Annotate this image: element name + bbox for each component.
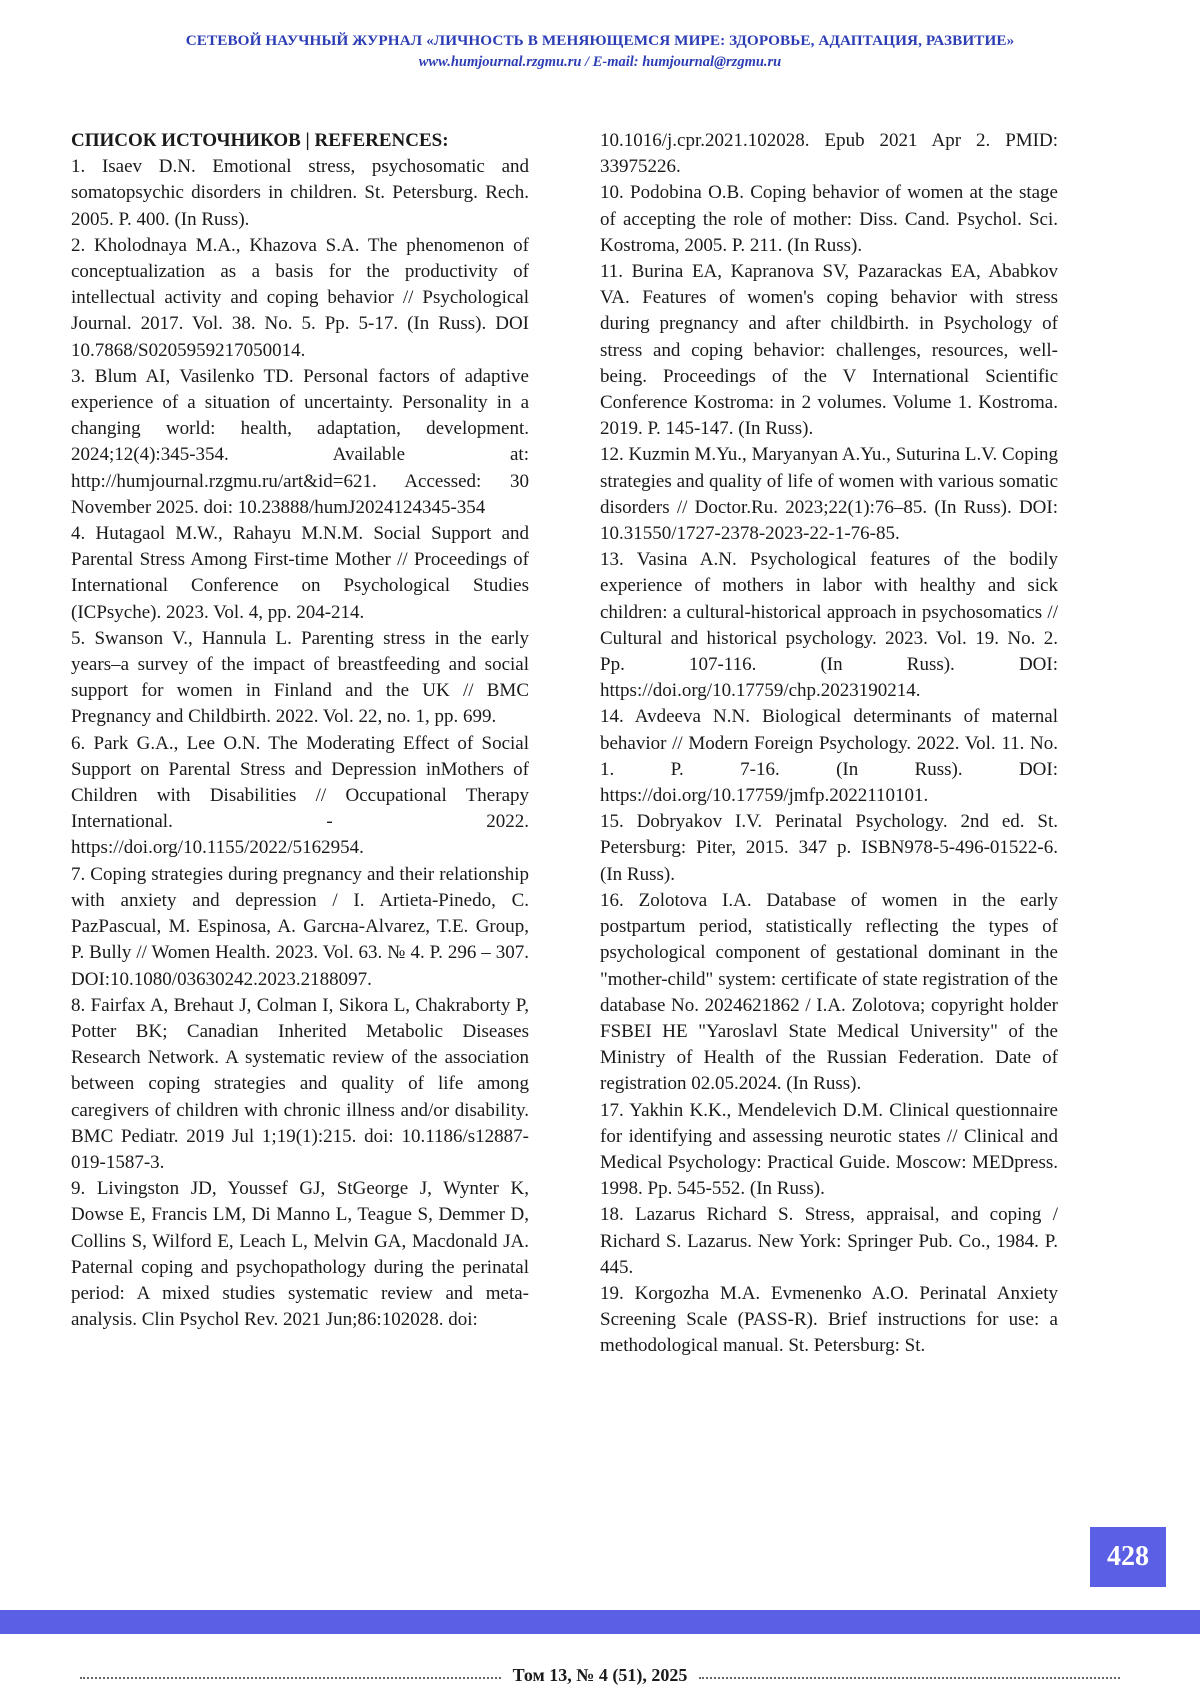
journal-header — [0, 30, 1200, 73]
issue-info: Том 13, № 4 (51), 2025 — [512, 1664, 688, 1685]
reference-item: 19. Korgozha M.A. Evmenenko A.O. Perinatal Anxiety Screening Scale (PASS-R). Brief instructions for use: a methodological manual. St. Petersburg: St. — [600, 1282, 1058, 1357]
reference-item: 10.1016/j.cpr.2021.102028. Epub 2021 Apr 2. PMID: 33975226. — [600, 130, 1058, 178]
reference-item: 3. Blum AI, Vasilenko TD. Personal factors of adaptive experience of a situation of uncertainty. Personality in a changing world: health, adaptation, development. 2024;12(4):345-354. Available at: http://humjournal.rzgmu.ru/art&id=621. Accessed: 30 November 2025. doi: 10.23888/humJ2024124345-354 — [71, 365, 529, 518]
reference-item: 1. Isaev D.N. Emotional stress, psychosomatic and somatopsychic disorders in children. St. Petersburg. Rech. 2005. P. 400. (In Russ). — [71, 156, 529, 230]
reference-item: 8. Fairfax A, Brehaut J, Colman I, Sikora L, Chakraborty P, Potter BK; Canadian Inherited Metabolic Diseases Research Network. A systematic review of the association between coping strategies and quality of life among caregivers of children with chronic illness and/or disability. BMC Pediatr. 2019 Jul 1;19(1):215. doi: 10.1186/s12887-019-1587-3. — [71, 994, 529, 1173]
reference-item: 18. Lazarus Richard S. Stress, appraisal, and coping / Richard S. Lazarus. New York: Springer Pub. Co., 1984. P. 445. — [600, 1204, 1058, 1278]
reference-item: 2. Kholodnaya M.A., Khazova S.A. The phenomenon of conceptualization as a basis for the productivity of intellectual activity and coping behavior // Psychological Journal. 2017. Vol. 38. No. 5. Pp. 5-17. (In Russ). DOI 10.7868/S0205959217050014. — [71, 234, 529, 361]
footer — [80, 1662, 1120, 1688]
reference-item: 17. Yakhin K.K., Mendelevich D.M. Clinical questionnaire for identifying and assessing neurotic states // Clinical and Medical Psychology: Practical Guide. Moscow: MEDpress. 1998. Pp. 545-552. (In Russ). — [600, 1099, 1058, 1200]
journal-title: СЕТЕВОЙ НАУЧНЫЙ ЖУРНАЛ «ЛИЧНОСТЬ В МЕНЯЮЩЕМСЯ МИРЕ: ЗДОРОВЬЕ, АДАПТАЦИЯ, РАЗВИТИЕ» — [185, 32, 1015, 49]
reference-item: 6. Park G.A., Lee O.N. The Moderating Effect of Social Support on Parental Stress and Depression inMothers of Children with Disabilities // Occupational Therapy International. - 2022. https://doi.org/10.1155/2022/5162954. — [71, 732, 529, 859]
references-column-left — [71, 128, 529, 1333]
references-heading: СПИСОК ИСТОЧНИКОВ | REFERENCES: — [71, 130, 449, 151]
reference-item: 5. Swanson V., Hannula L. Parenting stress in the early years–a survey of the impact of breastfeeding and social support for women in Finland and the UK // BMC Pregnancy and Childbirth. 2022. Vol. 22, no. 1, pp. 699. — [71, 627, 529, 728]
footer-dotted-rule-right — [699, 1677, 1120, 1679]
reference-item: 4. Hutagaol M.W., Rahayu M.N.M. Social Support and Parental Stress Among First-time Mother // Proceedings of International Conference on Psychological Studies (ICPsyche). 2023. Vol. 4, pp. 204-214. — [71, 523, 529, 623]
reference-item: 7. Coping strategies during pregnancy and their relationship with anxiety and depression / I. Artieta-Pinedo, C. PazPascual, M. Espinosa, A. Garcнa-Alvarez, T.E. Group, P. Bully // Women Health. 2023. Vol. 63. № 4. P. 296 – 307. DOI:10.1080/03630242.2023.2188097. — [71, 863, 529, 990]
reference-item: 14. Avdeeva N.N. Biological determinants of maternal behavior // Modern Foreign Psychology. 2022. Vol. 11. No. 1. P. 7-16. (In Russ). DOI: https://doi.org/10.17759/jmfp.2022110101. — [600, 706, 1058, 807]
footer-dotted-rule-left — [80, 1677, 501, 1679]
references-column-right — [600, 128, 1058, 1360]
reference-item: 9. Livingston JD, Youssef GJ, StGeorge J, Wynter K, Dowse E, Francis LM, Di Manno L, Teague S, Demmer D, Collins S, Wilford E, Leach L, Melvin GA, Macdonald JA. Paternal coping and psychopathology during the perinatal period: A mixed studies systematic review and meta-analysis. Clin Psychol Rev. 2021 Jun;86:102028. doi: — [71, 1178, 529, 1331]
reference-item: 11. Burina EA, Kapranova SV, Pazarackas EA, Ababkov VA. Features of women's coping behavior with stress during pregnancy and after childbirth. in Psychology of stress and coping behavior: challenges, resources, well-being. Proceedings of the V International Scientific Conference Kostroma: in 2 volumes. Volume 1. Kostroma. 2019. P. 145-147. (In Russ). — [600, 261, 1058, 440]
reference-item: 15. Dobryakov I.V. Perinatal Psychology. 2nd ed. St. Petersburg: Piter, 2015. 347 p. ISBN978-5-496-01522-6. (In Russ). — [600, 811, 1058, 885]
reference-item: 16. Zolotova I.A. Database of women in the early postpartum period, statistically reflecting the types of psychological component of gestational dominant in the "mother-child" system: certificate of state registration of the database No. 2024621862 / I.A. Zolotova; copyright holder FSBEI HE "Yaroslavl State Medical University" of the Ministry of Health of the Russian Federation. Date of registration 02.05.2024. (In Russ). — [600, 889, 1058, 1095]
reference-item: 12. Kuzmin M.Yu., Maryanyan A.Yu., Suturina L.V. Coping strategies and quality of life of women with various somatic disorders // Doctor.Ru. 2023;22(1):76–85. (In Russ). DOI: 10.31550/1727-2378-2023-22-1-76-85. — [600, 444, 1058, 545]
page-number-badge: 428 — [1090, 1527, 1166, 1587]
reference-item: 10. Podobina O.B. Coping behavior of women at the stage of accepting the role of mother: Diss. Cand. Psychol. Sci. Kostroma, 2005. P. 211. (In Russ). — [600, 182, 1058, 256]
journal-contacts: www.humjournal.rzgmu.ru / E-mail: humjournal@rzgmu.ru — [418, 54, 782, 70]
footer-accent-bar — [0, 1610, 1200, 1634]
reference-item: 13. Vasina A.N. Psychological features of the bodily experience of mothers in labor with healthy and sick children: a cultural-historical approach in psychosomatics // Cultural and historical psychology. 2023. Vol. 19. No. 2. Pp. 107-116. (In Russ). DOI: https://doi.org/10.17759/chp.2023190214. — [600, 549, 1058, 702]
